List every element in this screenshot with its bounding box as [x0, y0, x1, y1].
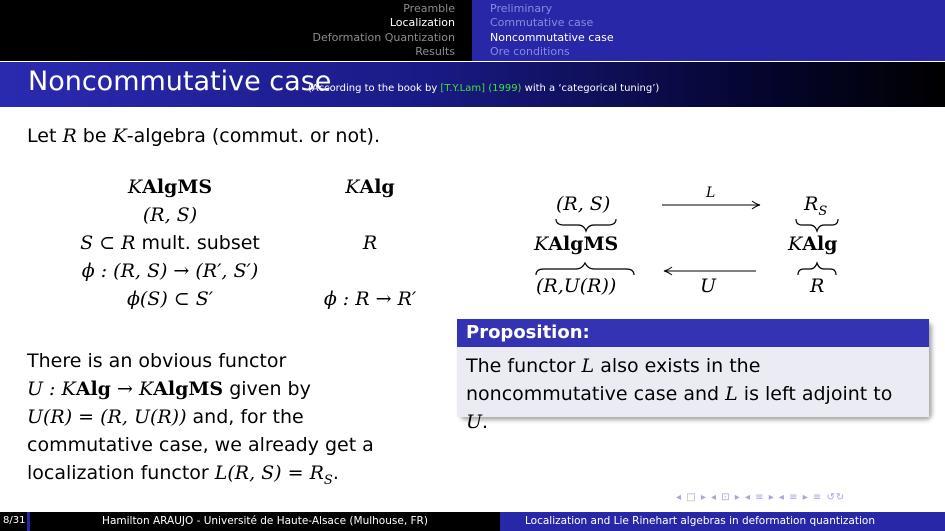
functor-given-by: given by: [223, 378, 311, 400]
functor-line-2: [27, 375, 374, 403]
proposition-block: [457, 319, 929, 433]
nav-section-localization[interactable]: Localization: [389, 16, 455, 30]
kalg-header-K: K: [345, 176, 360, 198]
footer-bar: [0, 512, 945, 531]
overbrace-right: [798, 263, 836, 275]
underbrace-right: [796, 219, 838, 231]
proposition-line-1: [466, 352, 920, 380]
diagram-RS-sub: S: [818, 203, 828, 219]
kalg-object: R: [362, 232, 378, 254]
kalgms-header-K: K: [127, 176, 143, 198]
proposition-body: [457, 347, 929, 433]
subtitle-prefix: (According to the book by: [308, 83, 441, 94]
proposition-line-2: [466, 380, 920, 436]
nav-subsection-commutative-case[interactable]: Commutative case: [490, 16, 594, 30]
intro-let: Let: [27, 125, 63, 147]
prop-l1-b: also exists in the: [594, 355, 761, 377]
subsection-navigation: [490, 2, 614, 60]
functor-line-4: commutative case, we already get a: [27, 434, 374, 456]
functor-L-sub: S: [323, 472, 333, 488]
nav-subsection-preliminary[interactable]: Preliminary: [490, 2, 553, 15]
diagram-L: L: [706, 185, 716, 201]
footer-talk-title: Localization and Lie Rinehart algebras in deformation quantization: [525, 515, 875, 527]
kalgms-subset-text: mult. subset: [135, 232, 260, 254]
kalgms-header: [40, 173, 300, 201]
diagram-kalg-cat: Alg: [802, 233, 838, 255]
subtitle-suffix: with a ‘categorical tuning’): [521, 83, 660, 94]
intro-rest: -algebra (commut. or not).: [126, 125, 380, 147]
diagram-label-U: [700, 275, 716, 297]
functor-colon-K: : K: [43, 378, 76, 400]
intro-R: R: [62, 125, 77, 147]
diagram-category-kalgms: [534, 233, 618, 255]
kalgms-subset-math: S ⊂ R: [80, 232, 136, 254]
adjunction-diagram: [520, 185, 880, 310]
diagram-object-pair: (R, S): [556, 193, 611, 215]
section-navigation: [0, 2, 455, 60]
functor-line-5: [27, 459, 374, 495]
category-kalgms-column: [40, 173, 300, 313]
prop-l1-L: L: [581, 355, 595, 377]
nav-subsection-ore-conditions[interactable]: Ore conditions: [490, 45, 570, 59]
intro-be: be: [76, 125, 113, 147]
kalgms-morphism: ϕ : (R, S) → (R′, S′): [81, 260, 259, 282]
overbrace-left: [536, 263, 634, 275]
prop-l2-L: L: [725, 383, 738, 405]
kalg-spacer: [300, 201, 440, 229]
frame-title: Noncommutative case: [28, 66, 332, 97]
functor-period: .: [332, 462, 339, 484]
prop-l2-U: U: [466, 411, 483, 433]
diagram-RS-base: R: [804, 193, 819, 215]
prop-l2-c: .: [482, 411, 489, 433]
functor-line-3: [27, 403, 374, 431]
diagram-kalg-K: K: [788, 233, 803, 255]
functor-line-1: There is an obvious functor: [27, 350, 287, 372]
functor-paragraph: [27, 347, 374, 495]
intro-sentence: [27, 125, 380, 147]
diagram-kalgms-K: K: [534, 233, 549, 255]
diagram-object-RS: [804, 193, 827, 219]
proposition-heading: Proposition:: [457, 319, 929, 347]
footer-author: Hamilton ARAUJO - Université de Haute-Alsace (Mulhouse, FR): [102, 515, 428, 527]
kalg-morphism: ϕ : R → R′: [323, 288, 417, 310]
diagram-object-RUR: (R,U(R)): [536, 275, 617, 297]
nav-section-results[interactable]: Results: [415, 45, 455, 59]
kalgms-header-cat: AlgMS: [142, 176, 213, 198]
page-number: 8/31: [3, 515, 26, 526]
nav-subsection-noncommutative-case[interactable]: Noncommutative case: [490, 30, 614, 44]
diagram-object-R: R: [810, 275, 825, 297]
nav-section-preamble[interactable]: Preamble: [403, 2, 455, 15]
kalg-header: [300, 173, 440, 201]
diagram-category-kalg: [788, 233, 837, 255]
functor-cat2: AlgMS: [153, 378, 224, 400]
functor-U: U: [27, 378, 44, 400]
prop-l2-a: noncommutative case and: [466, 383, 726, 405]
frame-title-bar: [0, 62, 945, 107]
intro-K: K: [112, 125, 127, 147]
nav-section-deformation-quantization[interactable]: Deformation Quantization: [312, 30, 455, 44]
functor-localization-text: localization functor: [27, 462, 215, 484]
diagram-U: U: [700, 275, 717, 297]
beamer-navigation-icons[interactable]: ◂ □ ▸ ◂ ⊡ ▸ ◂ ≡ ▸ ◂ ≡ ▸ ≡ ↺↻: [676, 492, 846, 503]
functor-L-def: L(R, S) = R: [214, 462, 324, 484]
kalgms-subset: [40, 229, 300, 257]
top-navigation-bar: [0, 0, 945, 61]
kalgms-object: (R, S): [142, 204, 198, 226]
frame-subtitle: [308, 83, 659, 94]
kalg-spacer-2: [300, 257, 440, 285]
prop-l1-a: The functor: [466, 355, 582, 377]
diagram-label-L: [706, 185, 715, 201]
diagram-kalgms-cat: AlgMS: [548, 233, 619, 255]
underbrace-left: [556, 219, 616, 231]
category-kalg-column: [300, 173, 440, 313]
functor-cat1: Alg: [75, 378, 111, 400]
prop-l2-b: is left adjoint to: [737, 383, 893, 405]
citation-link[interactable]: [T.Y.Lam] (1999): [440, 83, 522, 94]
kalg-header-cat: Alg: [359, 176, 395, 198]
functor-and-for-the: and, for the: [186, 406, 304, 428]
functor-arrow-K: → K: [110, 378, 154, 400]
functor-U-def: U(R) = (R, U(R)): [27, 406, 187, 428]
kalgms-condition: ϕ(S) ⊂ S′: [126, 288, 214, 310]
